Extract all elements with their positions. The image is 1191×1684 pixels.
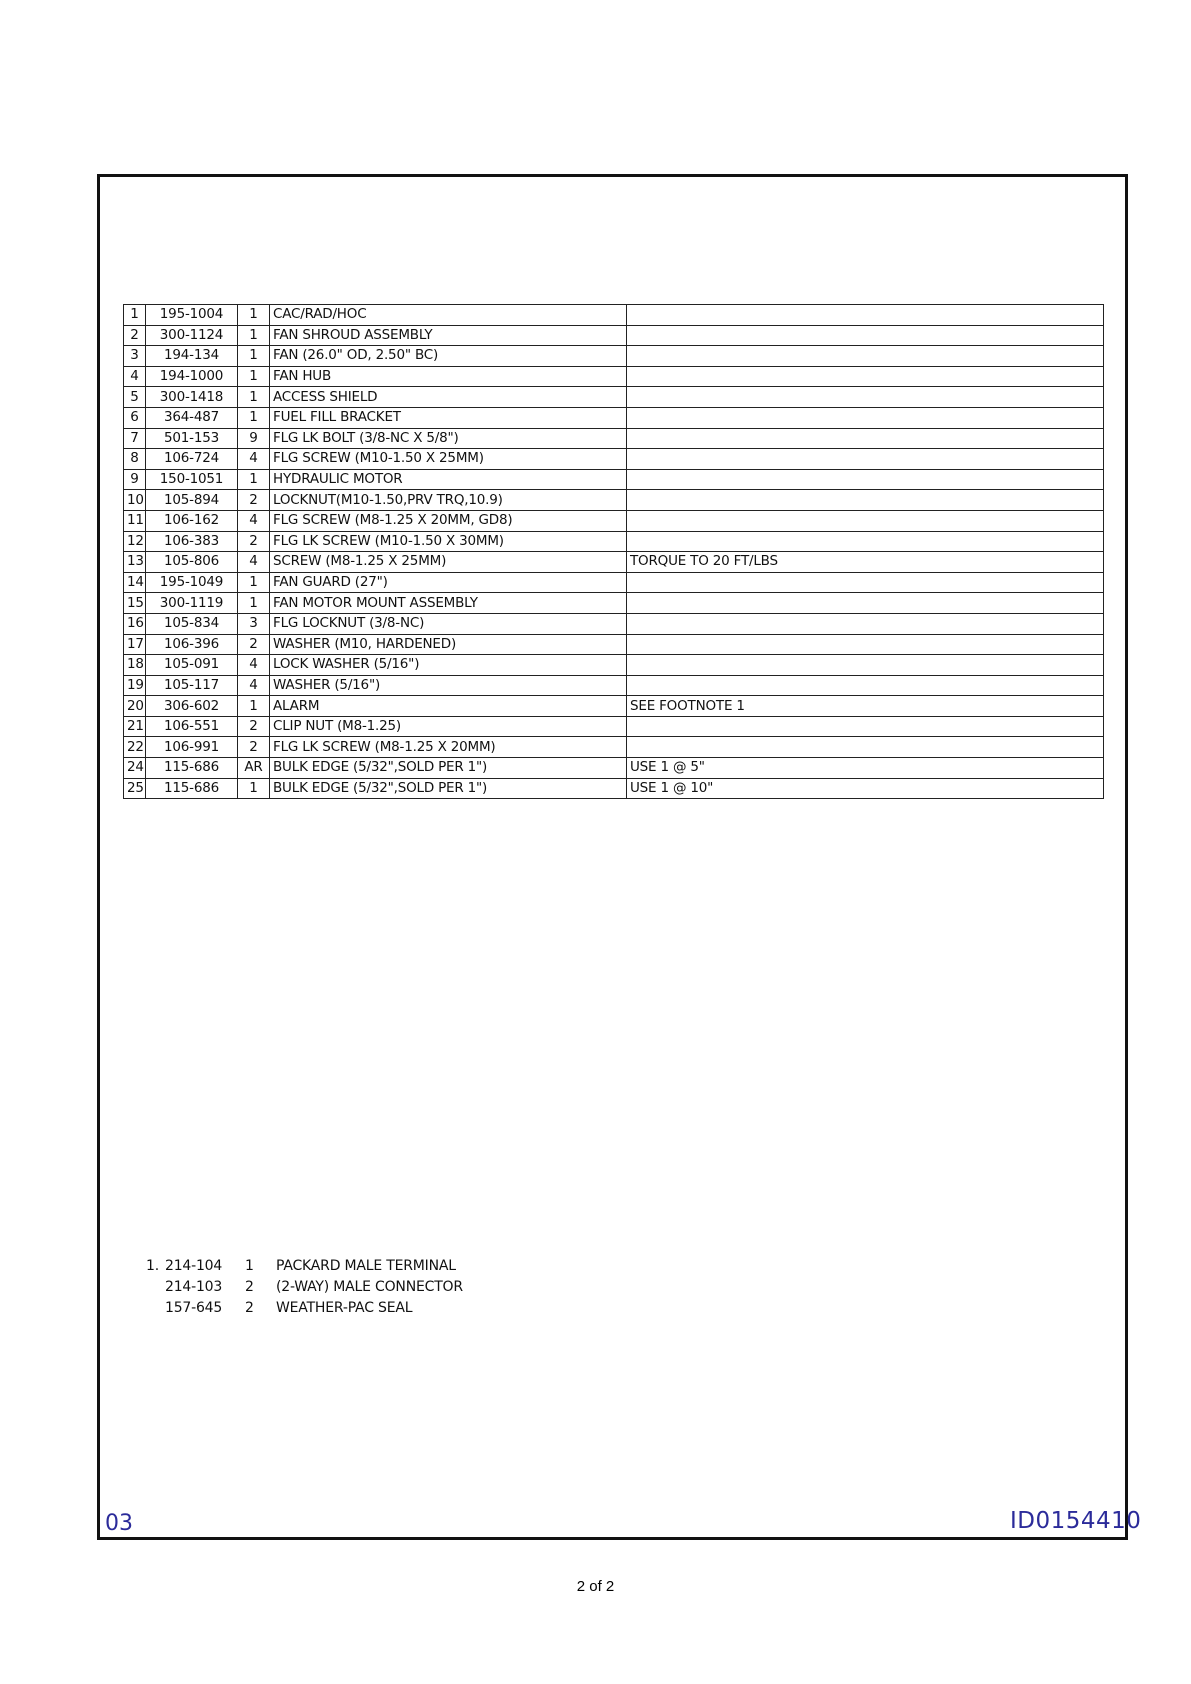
quantity-cell: 1 <box>238 407 270 428</box>
part-number-cell: 194-134 <box>146 346 238 367</box>
description-cell: HYDRAULIC MOTOR <box>270 469 627 490</box>
quantity-cell: 2 <box>238 490 270 511</box>
quantity-cell: 1 <box>238 325 270 346</box>
quantity-cell: 1 <box>238 696 270 717</box>
part-number-cell: 105-091 <box>146 655 238 676</box>
item-number-cell: 24 <box>124 758 146 779</box>
quantity-cell: 1 <box>238 778 270 799</box>
item-number-cell: 4 <box>124 366 146 387</box>
note-cell <box>627 593 1104 614</box>
parts-row <box>124 716 1104 737</box>
part-number-cell: 195-1049 <box>146 572 238 593</box>
description-cell: CLIP NUT (M8-1.25) <box>270 716 627 737</box>
description-cell: FLG SCREW (M10-1.50 X 25MM) <box>270 449 627 470</box>
part-number-cell: 106-724 <box>146 449 238 470</box>
parts-row <box>124 449 1104 470</box>
item-number-cell: 2 <box>124 325 146 346</box>
description-cell: FAN HUB <box>270 366 627 387</box>
footnote-description: WEATHER-PAC SEAL <box>276 1300 413 1316</box>
parts-row <box>124 613 1104 634</box>
parts-list-table <box>123 304 1104 799</box>
footnote-quantity: 2 <box>245 1300 254 1316</box>
item-number-cell: 21 <box>124 716 146 737</box>
part-number-cell: 105-806 <box>146 552 238 573</box>
note-cell <box>627 346 1104 367</box>
item-number-cell: 22 <box>124 737 146 758</box>
item-number-cell: 9 <box>124 469 146 490</box>
part-number-cell: 106-991 <box>146 737 238 758</box>
description-cell: FUEL FILL BRACKET <box>270 407 627 428</box>
footnote-quantity: 2 <box>245 1279 254 1295</box>
note-cell: SEE FOOTNOTE 1 <box>627 696 1104 717</box>
description-cell: FLG LK BOLT (3/8-NC X 5/8") <box>270 428 627 449</box>
item-number-cell: 25 <box>124 778 146 799</box>
quantity-cell: 4 <box>238 655 270 676</box>
description-cell: WASHER (5/16") <box>270 675 627 696</box>
part-number-cell: 300-1418 <box>146 387 238 408</box>
item-number-cell: 13 <box>124 552 146 573</box>
description-cell: FAN SHROUD ASSEMBLY <box>270 325 627 346</box>
description-cell: FAN GUARD (27") <box>270 572 627 593</box>
description-cell: SCREW (M8-1.25 X 25MM) <box>270 552 627 573</box>
description-cell: FLG SCREW (M8-1.25 X 20MM, GD8) <box>270 510 627 531</box>
quantity-cell: 3 <box>238 613 270 634</box>
note-cell <box>627 305 1104 326</box>
item-number-cell: 5 <box>124 387 146 408</box>
parts-row <box>124 510 1104 531</box>
part-number-cell: 115-686 <box>146 778 238 799</box>
quantity-cell: 2 <box>238 737 270 758</box>
item-number-cell: 7 <box>124 428 146 449</box>
revision-label: 03 <box>105 1511 133 1536</box>
note-cell <box>627 655 1104 676</box>
note-cell <box>627 449 1104 470</box>
parts-row <box>124 346 1104 367</box>
quantity-cell: 4 <box>238 552 270 573</box>
parts-row <box>124 778 1104 799</box>
note-cell <box>627 613 1104 634</box>
part-number-cell: 106-383 <box>146 531 238 552</box>
note-cell: USE 1 @ 5" <box>627 758 1104 779</box>
footnote-part-number: 157-645 <box>165 1300 223 1316</box>
quantity-cell: 1 <box>238 346 270 367</box>
item-number-cell: 16 <box>124 613 146 634</box>
item-number-cell: 12 <box>124 531 146 552</box>
part-number-cell: 106-162 <box>146 510 238 531</box>
footnote-part-number: 214-104 <box>165 1258 223 1274</box>
parts-row <box>124 387 1104 408</box>
item-number-cell: 10 <box>124 490 146 511</box>
parts-row <box>124 634 1104 655</box>
note-cell: USE 1 @ 10" <box>627 778 1104 799</box>
item-number-cell: 3 <box>124 346 146 367</box>
quantity-cell: 1 <box>238 469 270 490</box>
part-number-cell: 501-153 <box>146 428 238 449</box>
quantity-cell: 1 <box>238 387 270 408</box>
parts-list-body <box>124 305 1104 799</box>
parts-row <box>124 531 1104 552</box>
part-number-cell: 105-894 <box>146 490 238 511</box>
description-cell: FAN MOTOR MOUNT ASSEMBLY <box>270 593 627 614</box>
note-cell <box>627 716 1104 737</box>
page-number: 2 of 2 <box>576 1578 615 1595</box>
parts-row <box>124 655 1104 676</box>
footnote-number: 1. <box>146 1258 159 1274</box>
parts-row <box>124 572 1104 593</box>
parts-row <box>124 737 1104 758</box>
note-cell <box>627 634 1104 655</box>
description-cell: CAC/RAD/HOC <box>270 305 627 326</box>
part-number-cell: 150-1051 <box>146 469 238 490</box>
footnote-description: (2-WAY) MALE CONNECTOR <box>276 1279 463 1295</box>
part-number-cell: 306-602 <box>146 696 238 717</box>
note-cell <box>627 572 1104 593</box>
quantity-cell: 2 <box>238 634 270 655</box>
description-cell: BULK EDGE (5/32",SOLD PER 1") <box>270 758 627 779</box>
quantity-cell: 4 <box>238 510 270 531</box>
part-number-cell: 194-1000 <box>146 366 238 387</box>
parts-row <box>124 593 1104 614</box>
item-number-cell: 17 <box>124 634 146 655</box>
parts-row <box>124 407 1104 428</box>
note-cell <box>627 387 1104 408</box>
parts-row <box>124 305 1104 326</box>
description-cell: LOCK WASHER (5/16") <box>270 655 627 676</box>
footnote-description: PACKARD MALE TERMINAL <box>276 1258 456 1274</box>
part-number-cell: 300-1124 <box>146 325 238 346</box>
parts-row <box>124 469 1104 490</box>
description-cell: FLG LK SCREW (M10-1.50 X 30MM) <box>270 531 627 552</box>
item-number-cell: 19 <box>124 675 146 696</box>
note-cell <box>627 325 1104 346</box>
quantity-cell: 2 <box>238 531 270 552</box>
part-number-cell: 115-686 <box>146 758 238 779</box>
note-cell <box>627 531 1104 552</box>
part-number-cell: 364-487 <box>146 407 238 428</box>
item-number-cell: 20 <box>124 696 146 717</box>
description-cell: FLG LOCKNUT (3/8-NC) <box>270 613 627 634</box>
part-number-cell: 105-834 <box>146 613 238 634</box>
parts-row <box>124 325 1104 346</box>
quantity-cell: AR <box>238 758 270 779</box>
quantity-cell: 4 <box>238 449 270 470</box>
note-cell <box>627 407 1104 428</box>
parts-row <box>124 366 1104 387</box>
quantity-cell: 1 <box>238 593 270 614</box>
quantity-cell: 1 <box>238 366 270 387</box>
part-number-cell: 106-551 <box>146 716 238 737</box>
footnote-quantity: 1 <box>245 1258 254 1274</box>
item-number-cell: 18 <box>124 655 146 676</box>
note-cell <box>627 490 1104 511</box>
part-number-cell: 195-1004 <box>146 305 238 326</box>
note-cell <box>627 469 1104 490</box>
note-cell <box>627 675 1104 696</box>
item-number-cell: 8 <box>124 449 146 470</box>
quantity-cell: 1 <box>238 572 270 593</box>
description-cell: ALARM <box>270 696 627 717</box>
quantity-cell: 2 <box>238 716 270 737</box>
note-cell <box>627 737 1104 758</box>
description-cell: BULK EDGE (5/32",SOLD PER 1") <box>270 778 627 799</box>
part-number-cell: 300-1119 <box>146 593 238 614</box>
quantity-cell: 9 <box>238 428 270 449</box>
parts-row <box>124 552 1104 573</box>
note-cell <box>627 428 1104 449</box>
parts-row <box>124 428 1104 449</box>
parts-row <box>124 696 1104 717</box>
parts-row <box>124 675 1104 696</box>
note-cell: TORQUE TO 20 FT/LBS <box>627 552 1104 573</box>
description-cell: FLG LK SCREW (M8-1.25 X 20MM) <box>270 737 627 758</box>
item-number-cell: 1 <box>124 305 146 326</box>
description-cell: LOCKNUT(M10-1.50,PRV TRQ,10.9) <box>270 490 627 511</box>
note-cell <box>627 366 1104 387</box>
document-id: ID0154410 <box>1010 1508 1142 1534</box>
quantity-cell: 4 <box>238 675 270 696</box>
description-cell: ACCESS SHIELD <box>270 387 627 408</box>
quantity-cell: 1 <box>238 305 270 326</box>
note-cell <box>627 510 1104 531</box>
item-number-cell: 15 <box>124 593 146 614</box>
part-number-cell: 105-117 <box>146 675 238 696</box>
parts-row <box>124 758 1104 779</box>
description-cell: WASHER (M10, HARDENED) <box>270 634 627 655</box>
footnote-part-number: 214-103 <box>165 1279 223 1295</box>
part-number-cell: 106-396 <box>146 634 238 655</box>
description-cell: FAN (26.0" OD, 2.50" BC) <box>270 346 627 367</box>
item-number-cell: 11 <box>124 510 146 531</box>
parts-row <box>124 490 1104 511</box>
item-number-cell: 6 <box>124 407 146 428</box>
item-number-cell: 14 <box>124 572 146 593</box>
